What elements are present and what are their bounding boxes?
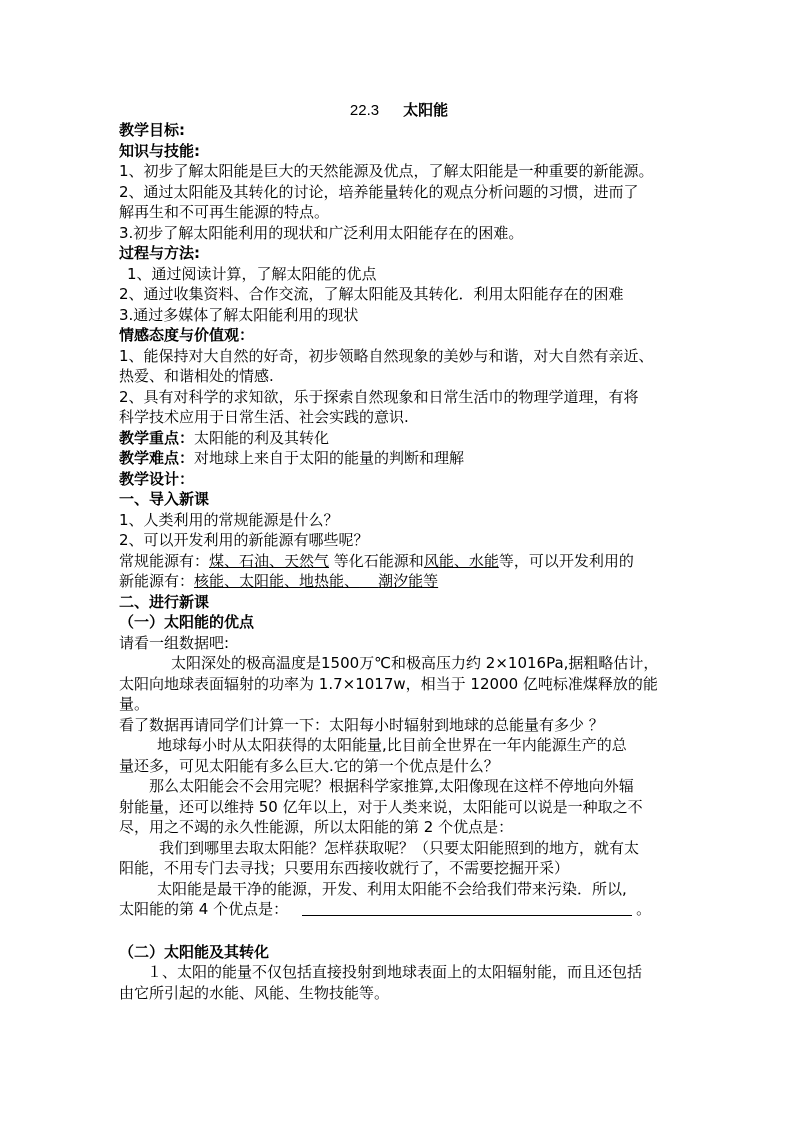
paragraph-line: 由它所引起的水能、风能、生物技能等。	[119, 983, 390, 1002]
new-prefix: 新能源有：	[119, 572, 195, 590]
difficulty-label: 教学难点：	[119, 449, 195, 467]
answer-blank	[302, 901, 632, 916]
emotion-heading: 情感态度与价值观：	[119, 326, 255, 344]
knowledge-item: 1、初步了解太阳能是巨大的天然能源及优点，了解太阳能是一种重要的新能源。	[119, 162, 654, 180]
question-1: 1、人类利用的常规能源是什么？	[119, 510, 339, 529]
knowledge-heading: 知识与技能:	[119, 141, 200, 160]
knowledge-item: 3.初步了解太阳能利用的现状和广泛利用太阳能存在的困难。	[119, 223, 524, 242]
period: 。	[636, 900, 652, 918]
paragraph-line: 地球每小时从太阳获得的太阳能量,比目前全世界在一年内能源生产的总	[157, 736, 627, 754]
data-line: 太阳向地球表面辐射的功率为 1.7×1017w，相当于 12000 亿吨标准煤释放的能	[119, 674, 658, 693]
goals-heading: 教学目标:	[119, 121, 185, 139]
new-space	[359, 572, 378, 590]
data-line: 量。	[119, 695, 150, 713]
fourth-advantage-line	[119, 899, 679, 920]
process-heading: 过程与方法:	[119, 244, 200, 262]
key-point-text: 太阳能的利及其转化	[194, 428, 330, 447]
emotion-item: 热爱、和谐相处的情感.	[119, 367, 274, 385]
knowledge-item: 2、通过太阳能及其转化的讨论，培养能量转化的观点分析问题的习惯，进而了	[119, 182, 639, 201]
page-title	[119, 100, 679, 120]
difficulty-text: 对地球上来自于太阳的能量的判断和理解	[194, 449, 465, 467]
question-2: 2、可以开发利用的新能源有哪些呢？	[119, 531, 369, 549]
key-point	[119, 428, 679, 449]
data-line: 太阳深处的极高温度是1500万℃和极高压力约 2×1016Pa,据粗略估计，	[171, 654, 659, 672]
section1-heading: 一、导入新课	[119, 490, 210, 508]
conv-answer-1: 煤、石油、天然气	[209, 551, 330, 570]
document-page	[119, 100, 679, 1003]
key-point-label: 教学重点：	[119, 428, 195, 447]
title-text: 太阳能	[403, 101, 449, 119]
paragraph-line: 太阳能是最干净的能源，开发、利用太阳能不会给我们带来污染．所以,	[157, 879, 627, 898]
spacer	[119, 920, 679, 942]
conventional-energy-line	[119, 551, 679, 572]
paragraph-line: １、太阳的能量不仅包括直接投射到地球表面上的太阳辐射能，而且还包括	[147, 963, 643, 981]
calc-question: 看了数据再请同学们计算一下：太阳每小时辐射到地球的总能量有多少 ？	[119, 715, 604, 734]
emotion-item: 1、能保持对大自然的好奇，初步领略自然现象的美妙与和谐，对大自然有亲近、	[119, 346, 654, 365]
fourth-advantage-prompt: 太阳能的第 4 个优点是：	[119, 900, 289, 918]
emotion-item: 科学技术应用于日常生活、社会实践的意识.	[119, 408, 409, 426]
knowledge-item: 解再生和不可再生能源的特点。	[119, 203, 330, 221]
difficulty	[119, 448, 679, 469]
new-answer-2: 潮汐能等	[378, 572, 439, 590]
paragraph-line: 阳能，不用专门去寻找；只要用东西接收就行了，不需要挖掘开采）	[119, 859, 570, 877]
data-intro: 请看一组数据吧:	[119, 633, 230, 652]
conv-prefix: 常规能源有：	[119, 551, 210, 570]
process-item: 2、通过收集资料、合作交流，了解太阳能及其转化．利用太阳能存在的困难	[119, 285, 624, 303]
paragraph-line: 射能量，还可以维持 50 亿年以上，对于人类来说，太阳能可以说是一种取之不	[119, 797, 643, 816]
process-item: 3.通过多媒体了解太阳能利用的现状	[119, 305, 359, 324]
new-energy-line	[119, 571, 679, 592]
paragraph-line: 尽，用之不竭的永久性能源，所以太阳能的第 2 个优点是：	[119, 818, 514, 836]
process-item: 1、通过阅读计算，了解太阳能的优点	[127, 264, 377, 283]
paragraph-line: 我们到哪里去取太阳能？怎样获取呢？（只要太阳能照到的地方，就有太	[159, 838, 640, 857]
paragraph-line: 那么太阳能会不会用完呢？根据科学家推算,太阳像现在这样不停地向外辐	[149, 777, 634, 795]
conv-mid: 等化石能源和	[329, 551, 424, 570]
section2-heading: 二、进行新课	[119, 592, 210, 611]
conv-suffix: 等，可以开发利用的	[498, 551, 634, 570]
design-heading: 教学设计：	[119, 469, 195, 488]
subsection-conversion: （二）太阳能及其转化	[119, 942, 270, 961]
emotion-item: 2、具有对科学的求知欲，乐于探索自然现象和日常生活巾的物理学道理，有将	[119, 387, 639, 406]
new-answer-1: 核能、太阳能、地热能、	[194, 572, 360, 590]
section-number: 22.3	[349, 102, 380, 119]
subsection-advantages: （一）太阳能的优点	[119, 613, 255, 631]
paragraph-line: 量还多，可见太阳能有多么巨大.它的第一个优点是什么？	[119, 756, 499, 775]
conv-answer-2: 风能、水能	[423, 551, 499, 570]
